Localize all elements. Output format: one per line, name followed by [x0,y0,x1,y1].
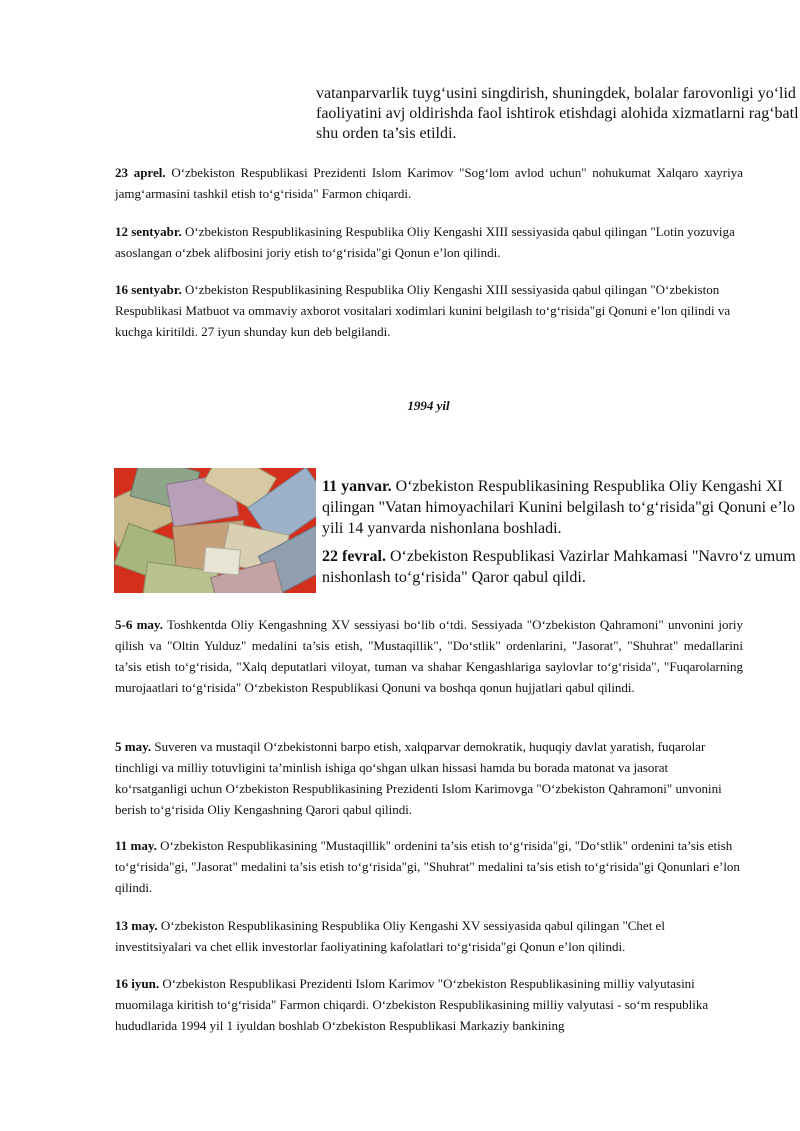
entry-text: Suveren va mustaqil O‘zbekistonni barpo etish, xalqparvar demokratik, huquqiy davlat yaratish, fuqarolar tinchligi va milliy totuvligini ta’minlish ishiga qo‘shgan ulkan hissasi hamda bu borada matonat va jasorat ko‘rsatganligi uchun O‘zbekiston Respublikasining Prezidenti Islom Karimovga "O‘zbekiston Qahramoni" unvonini berish to‘g‘risida Oliy Kengashning Qarori qabul qilindi. [115,739,722,817]
entry-line [322,477,795,498]
entry-date: 16 sentyabr. [115,282,182,297]
entry-13-may [115,915,740,957]
top-paragraph-line: vatanparvarlik tuyg‘usini singdirish, shuningdek, bolalar farovonligi yo‘lid [316,85,796,102]
entry-text: O‘zbekiston Respublikasi Prezidenti Islom Karimov "Sog‘lom avlod uchun" nohukumat Xalqaro xayriya jamg‘armasini tashkil etish to‘g‘risida" Farmon chiqardi. [115,165,743,201]
entry-date: 23 aprel. [115,165,166,180]
entry-text: Toshkentda Oliy Kengashning XV sessiyasi bo‘lib o‘tdi. Sessiyada "O‘zbekiston Qahramoni" unvonini joriy qilish va "Oltin Yulduz" medalini ta’sis etish, "Mustaqillik", "Do‘stlik" ordenlarini, "Jasorat", "Shuhrat" medallarini ta’sis etish to‘g‘risida, "Xalq deputatlari viloyat, tuman va shahar Kengashlariga saylovlar to‘g‘risida", "Fuqarolarning murojaatlari to‘g‘risida" O‘zbekiston Respublikasi Qonuni va boshqa qonun hujjatlari qabul qilindi. [115,617,743,695]
entry-text: O‘zbekiston Respublikasi Prezidenti Islom Karimov "O‘zbekiston Respublikasining milliy valyutasini muomilaga kiritish to‘g‘risida" Farmon chiqardi. O‘zbekiston Respublikasining milliy valyutasi - so‘m respublika hududlarida 1994 yil 1 iyuldan boshlab O‘zbekiston Respublikasi Markaziy bankining [115,976,709,1033]
entry-11-yanvar [322,477,795,540]
entry-text: O‘zbekiston Respublikasining "Mustaqillik" ordenini ta’sis etish to‘g‘risida"gi, "Do‘stlik" ordenini ta’sis etish to‘g‘risida"gi, "Jasorat" medalini ta’sis etish to‘g‘risida"gi, "Shuhrat" medalini ta’sis etish to‘g‘risida"gi Qonunlari e’lon qilindi. [115,838,740,895]
entry-line: yili 14 yanvarda nishonlana boshladi. [322,520,562,537]
entry-23-aprel [115,162,743,204]
top-paragraph-line: shu orden ta’sis etildi. [316,125,457,142]
entry-date: 12 sentyabr. [115,224,182,239]
top-paragraph [316,84,799,144]
year-heading: 1994 yil [407,398,450,413]
entry-5-may [115,736,740,820]
entry-16-sentyabr [115,279,740,342]
entry-date: 11 may. [115,838,157,853]
entry-date: 13 may. [115,918,158,933]
entry-line [322,547,796,568]
top-paragraph-line: faoliyatini avj oldirishda faol ishtirok etishdagi alohida xizmatlarni rag‘batl [316,105,799,122]
entry-16-iyun [115,973,740,1036]
entry-line: nishonlash to‘g‘risida" Qaror qabul qildi. [322,569,586,586]
banknotes-photo [114,468,316,593]
entry-text: O‘zbekiston Respublikasining Respublika Oliy Kengashi XIII sessiyasida qabul qilingan "O‘zbekiston Respublikasi Matbuot va ommaviy axborot vositalari xodimlari kunini belgilash to‘g‘risida"gi Qonuni e’lon qilindi va kuchga kiritildi. 27 iyun shunday kun deb belgilandi. [115,282,731,339]
entry-text: O‘zbekiston Respublikasi Vazirlar Mahkamasi "Navro‘z umum [385,548,796,565]
entry-12-sentyabr [115,221,743,263]
entry-date: 16 iyun. [115,976,160,991]
entry-line: qilingan "Vatan himoyachilari Kunini belgilash to‘g‘risida"gi Qonuni e’lo [322,499,795,516]
entry-date: 5 may. [115,739,152,754]
entry-text: O‘zbekiston Respublikasining Respublika Oliy Kengashi XIII sessiyasida qabul qilingan "Lotin yozuviga asoslangan o‘zbek alifbosini joriy etish to‘g‘risida"gi Qonun e’lon qilindi. [115,224,735,260]
entry-22-fevral [322,547,796,589]
entry-date: 22 fevral. [322,548,386,565]
entry-date: 11 yanvar. [322,478,392,495]
entry-5-6-may [115,614,743,698]
entry-text: O‘zbekiston Respublikasining Respublika Oliy Kengashi XV sessiyasida qabul qilingan "Chet el investitsiyalari va chet ellik investorlar faoliyatining kafolatlari to‘g‘risida"gi Qonun e’lon qilindi. [115,918,665,954]
entry-11-may [115,835,740,898]
entry-text: O‘zbekiston Respublikasining Respublika Oliy Kengashi XI [391,478,783,495]
entry-date: 5-6 may. [115,617,163,632]
